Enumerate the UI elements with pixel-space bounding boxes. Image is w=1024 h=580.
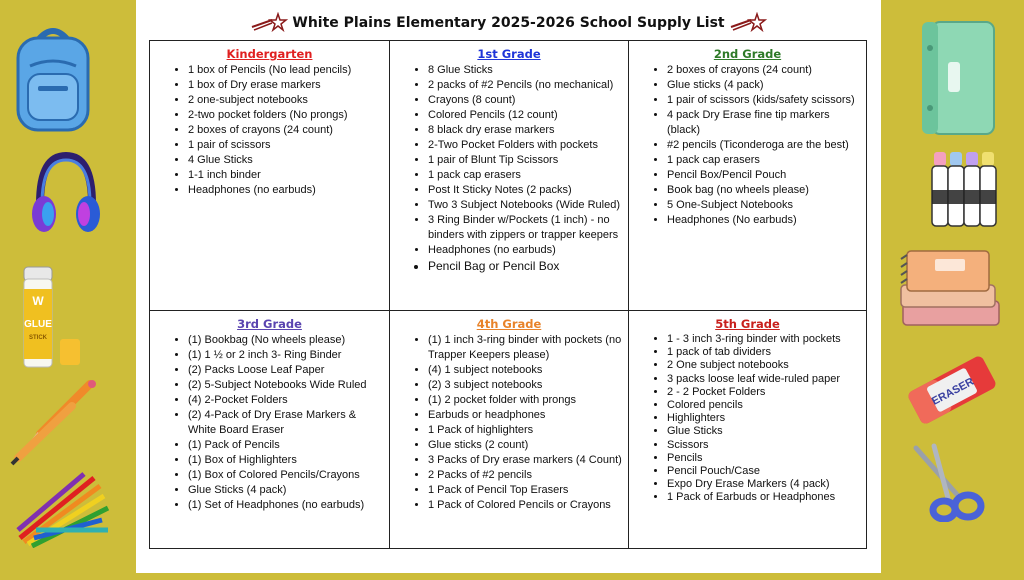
list-item: • 1 pack cap erasers [667, 153, 860, 168]
pencils-icon [10, 378, 100, 470]
list-item: • 2-two pocket folders (No prongs) [188, 108, 383, 123]
list-item: • Book bag (no wheels please) [667, 183, 860, 198]
backpack-icon [12, 24, 94, 132]
binder-icon [918, 18, 1000, 138]
list-item: • (1) Box of Colored Pencils/Crayons [188, 468, 383, 483]
supply-list [635, 63, 860, 228]
list-item: • 1 pair of scissors (kids/safety scissors) [667, 93, 860, 108]
list-item: • 4 Glue Sticks [188, 153, 383, 168]
grade-heading: 1st Grade [477, 47, 541, 61]
list-item: • 1 pack of tab dividers [667, 346, 860, 359]
list-item: • Two 3 Subject Notebooks (Wide Ruled) [428, 198, 622, 213]
markers-icon [930, 150, 1002, 232]
list-item: • Glue sticks (4 pack) [667, 78, 860, 93]
headphones-icon [30, 150, 102, 240]
list-item: • 1 box of Dry erase markers [188, 78, 383, 93]
list-item: • 2 Packs of #2 pencils [428, 468, 622, 483]
list-item: • 8 Glue Sticks [428, 63, 622, 78]
title-row [136, 12, 881, 38]
list-item: • Colored pencils [667, 399, 860, 412]
list-item: • Headphones (No earbuds) [667, 213, 860, 228]
list-item: • Post It Sticky Notes (2 packs) [428, 183, 622, 198]
notebooks-icon [895, 245, 1005, 335]
list-item: • 4 pack Dry Erase fine tip markers (black) [667, 108, 860, 138]
list-item: • 1 Pack of Earbuds or Headphones [667, 491, 860, 504]
list-item: • Earbuds or headphones [428, 408, 622, 423]
list-item: • 1 - 3 inch 3-ring binder with pockets [667, 333, 860, 346]
scissors-icon [904, 440, 988, 522]
list-item: • 2 One subject notebooks [667, 359, 860, 372]
shooting-star-icon [250, 12, 288, 34]
list-item: • (2) Packs Loose Leaf Paper [188, 363, 383, 378]
list-item: • 3 Packs of Dry erase markers (4 Count) [428, 453, 622, 468]
supply-list [635, 333, 860, 505]
list-item: • 1 pack cap erasers [428, 168, 622, 183]
supply-list [156, 63, 383, 198]
list-item: • 3 packs loose leaf wide-ruled paper [667, 373, 860, 386]
grade3-cell [150, 311, 390, 548]
list-item: • 2 one-subject notebooks [188, 93, 383, 108]
list-item: • 5 One-Subject Notebooks [667, 198, 860, 213]
list-item: • 2 - 2 Pocket Folders [667, 386, 860, 399]
list-item: • 1 box of Pencils (No lead pencils) [188, 63, 383, 78]
supply-list [396, 333, 622, 513]
grade5-cell [629, 311, 866, 548]
kindergarten-cell [150, 41, 390, 311]
list-item: • Glue Sticks (4 pack) [188, 483, 383, 498]
grade-heading: 3rd Grade [237, 317, 302, 331]
list-item: • Highlighters [667, 412, 860, 425]
grade4-cell [390, 311, 629, 548]
list-item: • Pencil Box/Pencil Pouch [667, 168, 860, 183]
list-item: • 1 Pack of Pencil Top Erasers [428, 483, 622, 498]
grade1-cell [390, 41, 629, 311]
list-item: • Glue sticks (2 count) [428, 438, 622, 453]
supply-list [156, 333, 383, 513]
list-item: • 1 Pack of Colored Pencils or Crayons [428, 498, 622, 513]
list-item: • Scissors [667, 439, 860, 452]
list-item: • (1) 1 ½ or 2 inch 3- Ring Binder [188, 348, 383, 363]
glue-sub: STICK [29, 335, 47, 341]
list-item: • Glue Sticks [667, 425, 860, 438]
list-item: • #2 pencils (Ticonderoga are the best) [667, 138, 860, 153]
list-item: • 3 Ring Binder w/Pockets (1 inch) - no binders with zippers or trapper keepers [428, 213, 622, 243]
grade2-cell [629, 41, 866, 311]
glue-stick-icon [20, 265, 82, 371]
glue-logo: W [32, 294, 44, 308]
list-item: • Headphones (no earbuds) [188, 183, 383, 198]
grade-heading: 5th Grade [715, 317, 780, 331]
page-title: White Plains Elementary 2025-2026 School Supply List [292, 15, 725, 31]
eraser-icon [902, 350, 1002, 428]
list-item: • (4) 1 subject notebooks [428, 363, 622, 378]
list-item: • Crayons (8 count) [428, 93, 622, 108]
list-item: • Pencil Pouch/Case [667, 465, 860, 478]
list-item: • Pencil Bag or Pencil Box [428, 258, 622, 275]
list-item: • 1 Pack of highlighters [428, 423, 622, 438]
list-item: • (1) Set of Headphones (no earbuds) [188, 498, 383, 513]
list-item: • (1) Pack of Pencils [188, 438, 383, 453]
list-item: • Headphones (no earbuds) [428, 243, 622, 258]
list-item: • (1) Bookbag (No wheels please) [188, 333, 383, 348]
list-item: • 2 boxes of crayons (24 count) [667, 63, 860, 78]
list-item: • (2) 3 subject notebooks [428, 378, 622, 393]
list-item: • Pencils [667, 452, 860, 465]
list-item: • Colored Pencils (12 count) [428, 108, 622, 123]
grade-heading: 2nd Grade [713, 47, 782, 61]
eraser-label: ERASER [929, 375, 976, 408]
list-item: • (1) Box of Highlighters [188, 453, 383, 468]
list-item: • (4) 2-Pocket Folders [188, 393, 383, 408]
list-item: • 1 pair of Blunt Tip Scissors [428, 153, 622, 168]
supply-list [396, 63, 622, 275]
list-item: • 1-1 inch binder [188, 168, 383, 183]
list-item: • (1) 1 inch 3-ring binder with pockets (no Trapper Keepers please) [428, 333, 622, 363]
list-item: • (2) 4-Pack of Dry Erase Markers & White Board Eraser [188, 408, 383, 438]
list-item: • (1) 2 pocket folder with prongs [428, 393, 622, 408]
glue-label: GLUE [24, 319, 52, 330]
list-item: • Expo Dry Erase Markers (4 pack) [667, 478, 860, 491]
list-item: • 2 boxes of crayons (24 count) [188, 123, 383, 138]
shooting-star-icon [729, 12, 767, 34]
grade-grid [149, 40, 867, 549]
supply-list-page [136, 0, 881, 573]
colored-pencils-icon [12, 468, 112, 548]
list-item: • 2-Two Pocket Folders with pockets [428, 138, 622, 153]
grade-heading: 4th Grade [476, 317, 542, 331]
list-item: • 1 pair of scissors [188, 138, 383, 153]
list-item: • (2) 5-Subject Notebooks Wide Ruled [188, 378, 383, 393]
grade-heading: Kindergarten [226, 47, 313, 61]
list-item: • 2 packs of #2 Pencils (no mechanical) [428, 78, 622, 93]
list-item: • 8 black dry erase markers [428, 123, 622, 138]
